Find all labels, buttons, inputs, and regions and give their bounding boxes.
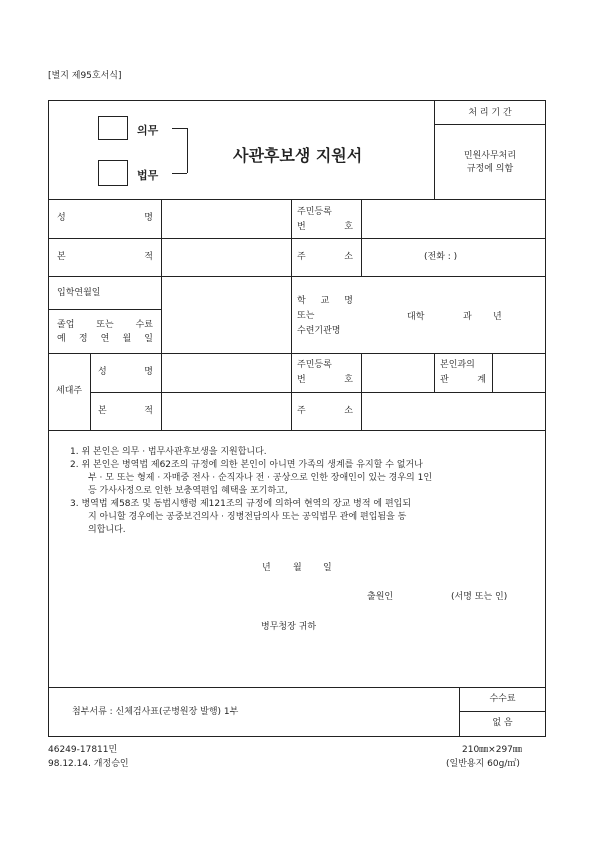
household-origin-label: 본 적 xyxy=(98,406,153,416)
relation-label: 본인과의 xyxy=(440,360,475,370)
origin-label: 본 적 xyxy=(57,252,153,262)
date-year-label: 년 xyxy=(262,563,271,573)
date-day-label: 일 xyxy=(323,563,332,573)
graduation-label-2: 예 정 연 월 일 xyxy=(57,334,153,344)
note-line: 2. 위 본인은 병역법 제62조의 규정에 의한 본인이 아니면 가족의 생계를 유지할 수 없거나 xyxy=(70,460,423,470)
approval-date: 98.12.14. 개정승인 xyxy=(48,759,129,769)
option-bracket xyxy=(187,128,188,173)
note-line: 지 아니할 경우에는 공중보건의사 · 징병전담의사 또는 공익법무 관에 편입됨을 동 xyxy=(88,512,407,522)
military-checkbox[interactable] xyxy=(98,160,128,186)
household-rrn-input[interactable] xyxy=(362,354,433,391)
household-name-label: 성 명 xyxy=(98,367,153,377)
year-label: 년 xyxy=(493,312,502,322)
household-rrn-label-2: 번 호 xyxy=(297,375,353,385)
rrn-label: 주민등록 xyxy=(297,207,332,217)
household-head-label: 세대주 xyxy=(56,386,83,396)
paper-weight: (일반용지 60g/㎡) xyxy=(446,759,520,769)
processing-period-label: 처 리 기 간 xyxy=(468,108,512,118)
form-reference: [별지 제95호서식] xyxy=(48,71,122,81)
attachments: 첨부서류 : 신체검사표(군병원장 발행) 1부 xyxy=(72,707,239,717)
statement-notes xyxy=(70,446,540,537)
rrn-input[interactable] xyxy=(362,200,545,237)
applicant-label: 출원인 xyxy=(367,592,394,602)
school-label-2: 또는 xyxy=(297,311,315,321)
signature-note: (서명 또는 인) xyxy=(451,592,508,602)
origin-input[interactable] xyxy=(162,239,290,275)
household-address-input[interactable] xyxy=(362,393,545,429)
rrn-label-2: 번 호 xyxy=(297,222,353,232)
department-label: 과 xyxy=(463,312,472,322)
processing-period-value-1: 민원사무처리 xyxy=(463,151,517,161)
school-label-1: 학 교 명 xyxy=(297,296,353,306)
note-line: 등 가사사정으로 인한 보충역편입 혜택을 포기하고, xyxy=(88,486,288,496)
school-label-3: 수련기관명 xyxy=(297,326,341,336)
graduation-date-input[interactable] xyxy=(162,310,290,352)
name-label: 성 명 xyxy=(57,213,153,223)
processing-period-value-2: 규정에 의함 xyxy=(466,164,514,174)
household-name-input[interactable] xyxy=(162,354,290,391)
fee-label: 수수료 xyxy=(489,694,516,704)
name-input[interactable] xyxy=(162,200,290,237)
date-month-label: 월 xyxy=(293,563,302,573)
household-address-label: 주 소 xyxy=(297,406,353,416)
addressee: 병무청장 귀하 xyxy=(261,622,317,632)
note-line: 1. 위 본인은 의무 · 법무사관후보생을 지원합니다. xyxy=(70,447,267,457)
relation-input[interactable] xyxy=(493,354,545,391)
form-code: 46249-17811민 xyxy=(48,745,118,755)
note-line: 부 · 모 또는 형제 · 자매중 전사 · 순직자나 전 · 공상으로 인한 장애인이 있는 경우의 1인 xyxy=(88,473,433,483)
household-origin-input[interactable] xyxy=(162,393,290,429)
relation-label-2: 관 계 xyxy=(440,375,486,385)
option-military-label: 법무 xyxy=(137,169,159,182)
university-label: 대학 xyxy=(407,312,425,322)
option-duty-label: 의무 xyxy=(137,124,159,137)
phone-field[interactable]: (전화 : ) xyxy=(424,252,458,262)
address-label: 주 소 xyxy=(297,252,353,262)
household-rrn-label: 주민등록 xyxy=(297,360,332,370)
note-line: 3. 병역법 제58조 및 동법시행령 제121조의 규정에 의하여 현역의 장교 병적 에 편입되 xyxy=(70,499,412,509)
enroll-date-input[interactable] xyxy=(162,277,290,308)
graduation-label-1: 졸업 또는 수료 xyxy=(57,320,153,330)
form-title: 사관후보생 지원서 xyxy=(233,146,363,165)
paper-size: 210㎜×297㎜ xyxy=(462,745,522,755)
enroll-date-label: 입학연월일 xyxy=(57,288,101,298)
duty-checkbox[interactable] xyxy=(98,116,128,140)
note-line: 의합니다. xyxy=(88,525,126,535)
fee-value: 없 음 xyxy=(492,718,513,728)
